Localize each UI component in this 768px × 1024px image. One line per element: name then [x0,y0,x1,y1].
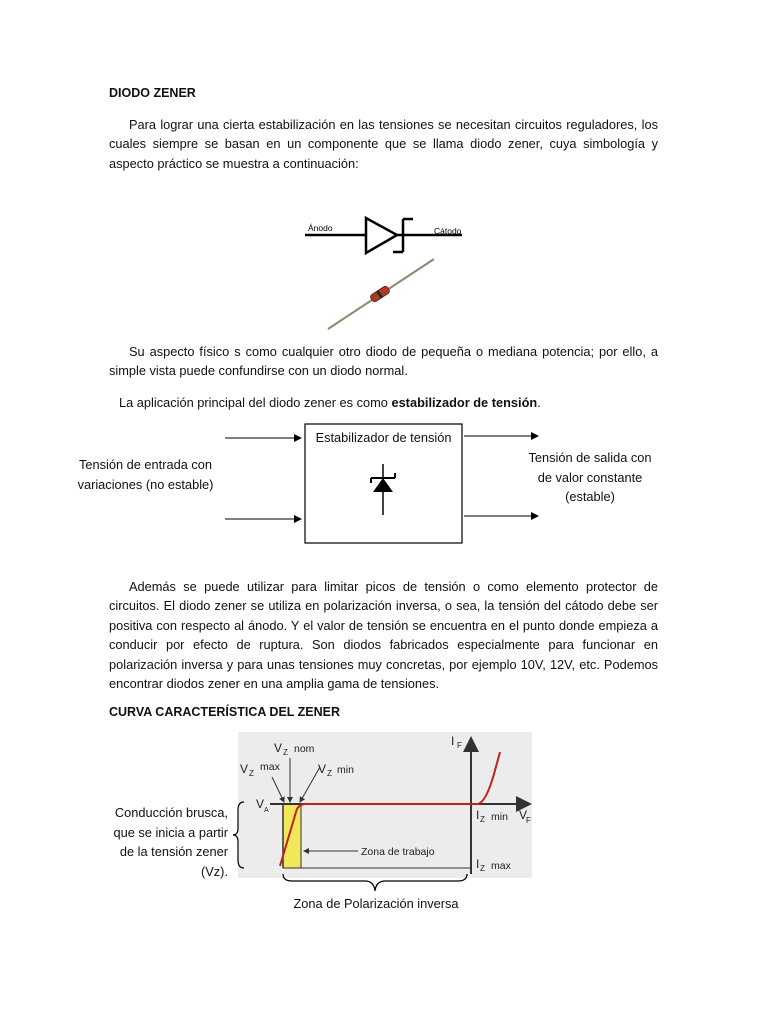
vz-min-sub: Z [327,769,332,778]
vz-nom-sub: Z [283,748,288,757]
title-diodo-zener: DIODO ZENER [109,86,196,100]
box-title: Estabilizador de tensión [315,430,452,445]
input-label: Tensión de entrada con variaciones (no estable) [77,457,214,492]
aplicacion-text: La aplicación principal del diodo zener es como [119,395,392,410]
iz-min-letter: I [476,808,480,822]
paragraph-aspecto: Su aspecto físico s como cualquier otro diodo de pequeña o mediana potencia; por ello, a simple vista puede confundirse con un diodo normal. [109,344,658,379]
va-label: V [256,797,265,811]
vz-nom-letter: V [274,741,283,755]
polarization-label: Zona de Polarización inversa [293,896,459,911]
vz-min-letter: V [318,762,327,776]
vz-max-letter: V [240,762,249,776]
iz-min-sub: Z [480,815,485,824]
iz-max-label: max [491,860,511,872]
va-sub: A [264,807,269,814]
vz-nom-label: nom [294,743,315,755]
conduction-note: Conducción brusca, que se inicia a partir de la tensión zener (Vz). [113,805,228,879]
aplicacion-bold: estabilizador de tensión [391,395,538,410]
vz-max-sub: Z [249,769,254,778]
iz-min-label: min [491,811,508,823]
if-sub: F [457,741,462,750]
zona-trabajo-label: Zona de trabajo [361,846,435,858]
physical-diode-image [328,259,434,329]
iz-max-sub: Z [480,864,485,873]
cathode-label: Cátodo [434,226,462,236]
output-label: Tensión de salida con de valor constante (estable) [528,450,652,504]
paragraph-intro: Para lograr una cierta estabilización en las tensiones se necesitan circuitos reguladores, los cuales siempre se basan en un componente que se llama diodo zener, cuya simbología y aspecto práctico se muestra a continuación: [109,117,658,171]
bottom-brace [280,872,470,894]
zener-curve-chart [238,732,532,878]
zener-symbol [305,218,462,253]
anode-label: Ánodo [308,223,333,233]
iz-max-letter: I [476,857,480,871]
working-zone [283,804,301,868]
vz-max-label: max [260,761,280,773]
if-label: I [451,734,455,748]
title-curva: CURVA CARACTERÍSTICA DEL ZENER [109,705,341,719]
zener-symbol-figure [300,205,470,335]
left-brace [232,800,246,870]
vf-label: V [519,808,528,822]
paragraph-aplicacion [119,393,659,412]
vf-sub: F [526,816,531,825]
paragraph-uso: Además se puede utilizar para limitar picos de tensión o como elemento protector de circuitos. El diodo zener se utiliza en polarización inversa, o sea, la tensión del cátodo debe ser positiva con respecto al ánodo. Y el valor de tensión se encuentra en el punto donde empieza a conducir por efecto de ruptura. Son diodos fabricados especialmente para funcionar en polarización inversa y para unas tensiones muy concretas, por ejemplo 10V, 12V, etc. Podemos encontrar diodos zener en una amplia gama de tensiones. [109,579,658,692]
vz-min-label: min [337,764,354,776]
aplicacion-end: . [537,395,541,410]
